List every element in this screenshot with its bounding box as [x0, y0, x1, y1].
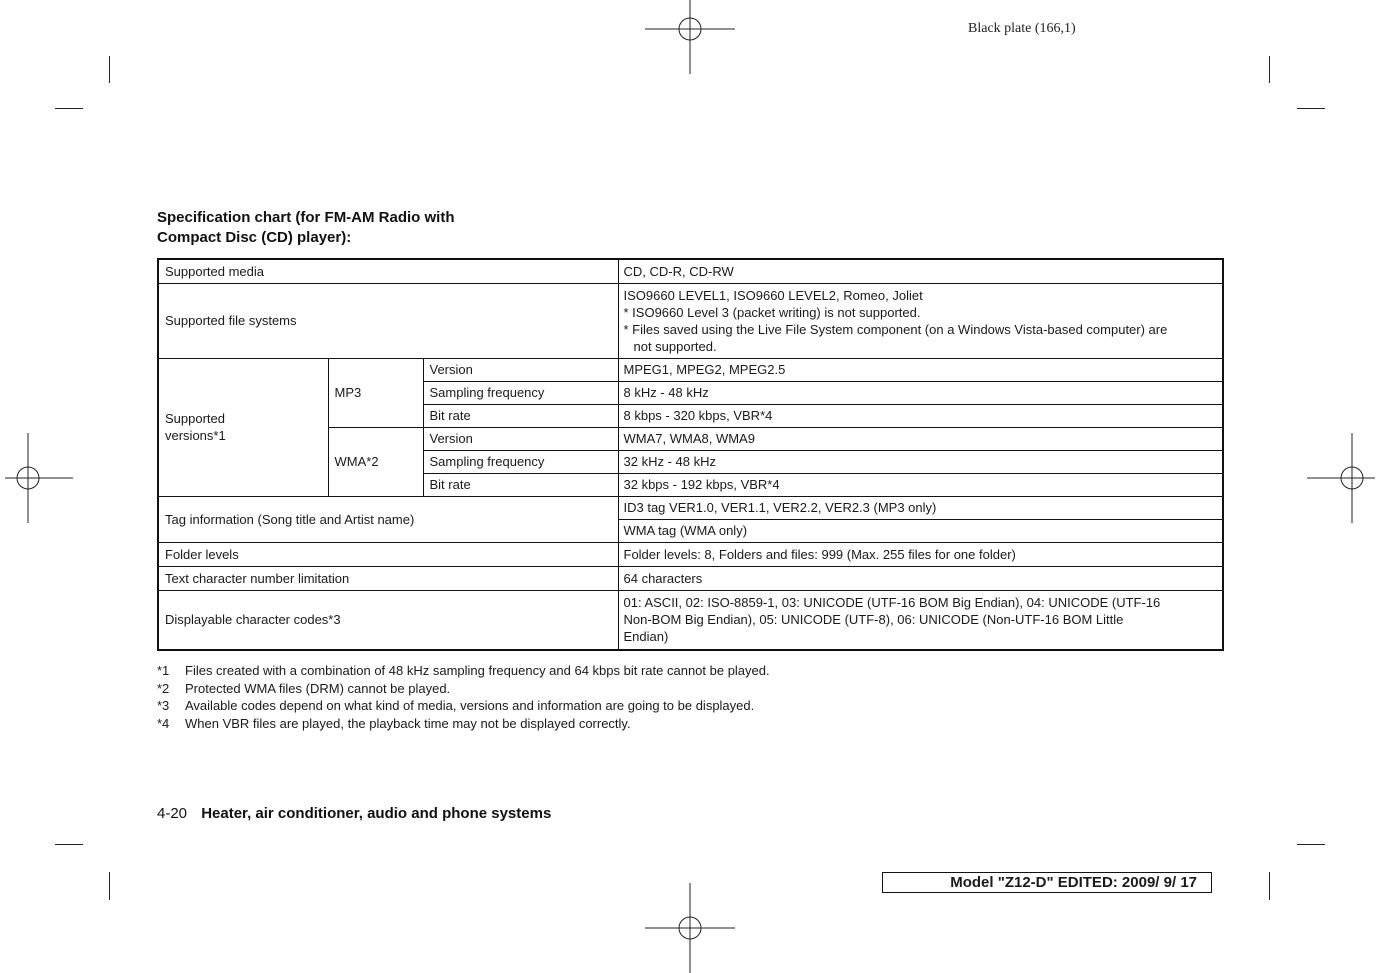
footnote-mark: *4	[157, 715, 170, 731]
row-value: 8 kbps - 320 kbps, VBR*4	[618, 404, 1223, 427]
footnote-mark: *3	[157, 698, 170, 713]
footnote	[157, 680, 770, 698]
row-label: Folder levels	[158, 542, 618, 566]
row-value: WMA7, WMA8, WMA9	[618, 427, 1223, 450]
footnote-mark: *2	[157, 680, 170, 696]
crop-mark	[109, 872, 110, 900]
section-title: Heater, air conditioner, audio and phone systems	[201, 805, 552, 822]
row-value: Folder levels: 8, Folders and files: 999 (Max. 255 files for one folder)	[618, 542, 1223, 566]
registration-mark-top	[645, 0, 735, 74]
footnote-text: Available codes depend on what kind of media, versions and information are going to be displayed.	[185, 698, 755, 713]
table-row	[158, 590, 1223, 650]
page-number: 4-20	[157, 805, 188, 822]
crop-mark	[1297, 844, 1325, 845]
value-line: Non-BOM Big Endian), 05: UNICODE (UTF-8), 06: UNICODE (Non-UTF-16 BOM Little	[623, 612, 1124, 628]
footnote-mark: *1	[157, 663, 170, 678]
footnote-text: Protected WMA files (DRM) cannot be played.	[185, 680, 451, 696]
table-row	[158, 358, 1223, 381]
row-label: Text character number limitation	[158, 566, 618, 590]
crop-mark	[109, 56, 110, 83]
crop-mark	[55, 108, 83, 109]
sub-label: Sampling frequency	[423, 381, 618, 404]
sub-label: Bit rate	[423, 404, 618, 427]
row-label: Supported media	[158, 259, 618, 283]
table-row	[158, 283, 1223, 358]
footnote	[157, 697, 770, 715]
table-row	[158, 566, 1223, 590]
row-value: CD, CD-R, CD-RW	[618, 259, 1223, 283]
page-footer	[157, 805, 551, 822]
value-line: * Files saved using the Live File System component (on a Windows Vista-based computer) are	[623, 321, 1168, 337]
heading-line: Compact Disc (CD) player):	[157, 229, 352, 246]
table-row	[158, 542, 1223, 566]
crop-mark	[55, 844, 83, 845]
value-line: not supported.	[633, 338, 717, 354]
row-label: Tag information (Song title and Artist name)	[158, 496, 618, 542]
sub-label: Version	[423, 427, 618, 450]
table-row	[158, 259, 1223, 283]
format-label: MP3	[328, 358, 423, 427]
heading-line: Specification chart (for FM-AM Radio with	[157, 209, 455, 226]
model-edited-box: Model "Z12-D" EDITED: 2009/ 9/ 17	[882, 872, 1212, 893]
format-label: WMA*2	[328, 427, 423, 496]
footnote-text: Files created with a combination of 48 kHz sampling frequency and 64 kbps bit rate cannot be played.	[185, 663, 770, 678]
row-value: MPEG1, MPEG2, MPEG2.5	[618, 358, 1223, 381]
registration-mark-left	[0, 433, 73, 523]
crop-mark	[1269, 872, 1270, 900]
row-value: 32 kbps - 192 kbps, VBR*4	[618, 473, 1223, 496]
row-value	[618, 590, 1223, 650]
label-line: Supported	[165, 411, 225, 426]
row-value	[618, 283, 1223, 358]
footnote-text: When VBR files are played, the playback time may not be displayed correctly.	[185, 715, 631, 731]
plate-label: Black plate (166,1)	[968, 21, 1076, 36]
value-line: 01: ASCII, 02: ISO-8859-1, 03: UNICODE (UTF-16 BOM Big Endian), 04: UNICODE (UTF-16	[623, 595, 1161, 611]
sub-label: Version	[423, 358, 618, 381]
registration-mark-bottom	[645, 883, 735, 973]
footnote	[157, 662, 770, 680]
spec-table	[157, 258, 1224, 651]
footnotes	[157, 662, 770, 732]
section-heading	[157, 208, 455, 248]
row-label: Displayable character codes*3	[158, 590, 618, 650]
row-value: ID3 tag VER1.0, VER1.1, VER2.2, VER2.3 (MP3 only)	[618, 496, 1223, 519]
row-value: 32 kHz - 48 kHz	[618, 450, 1223, 473]
row-value: 64 characters	[618, 566, 1223, 590]
crop-mark	[1297, 108, 1325, 109]
value-line: * ISO9660 Level 3 (packet writing) is not supported.	[623, 304, 921, 320]
row-value: WMA tag (WMA only)	[618, 519, 1223, 542]
row-value: 8 kHz - 48 kHz	[618, 381, 1223, 404]
table-row	[158, 496, 1223, 519]
sub-label: Bit rate	[423, 473, 618, 496]
value-line: ISO9660 LEVEL1, ISO9660 LEVEL2, Romeo, Joliet	[623, 287, 923, 303]
row-label	[158, 358, 328, 496]
sub-label: Sampling frequency	[423, 450, 618, 473]
label-line: versions*1	[165, 428, 226, 443]
crop-mark	[1269, 56, 1270, 83]
registration-mark-right	[1307, 433, 1381, 523]
footnote	[157, 715, 770, 733]
row-label: Supported file systems	[158, 283, 618, 358]
value-line: Endian)	[623, 629, 669, 645]
